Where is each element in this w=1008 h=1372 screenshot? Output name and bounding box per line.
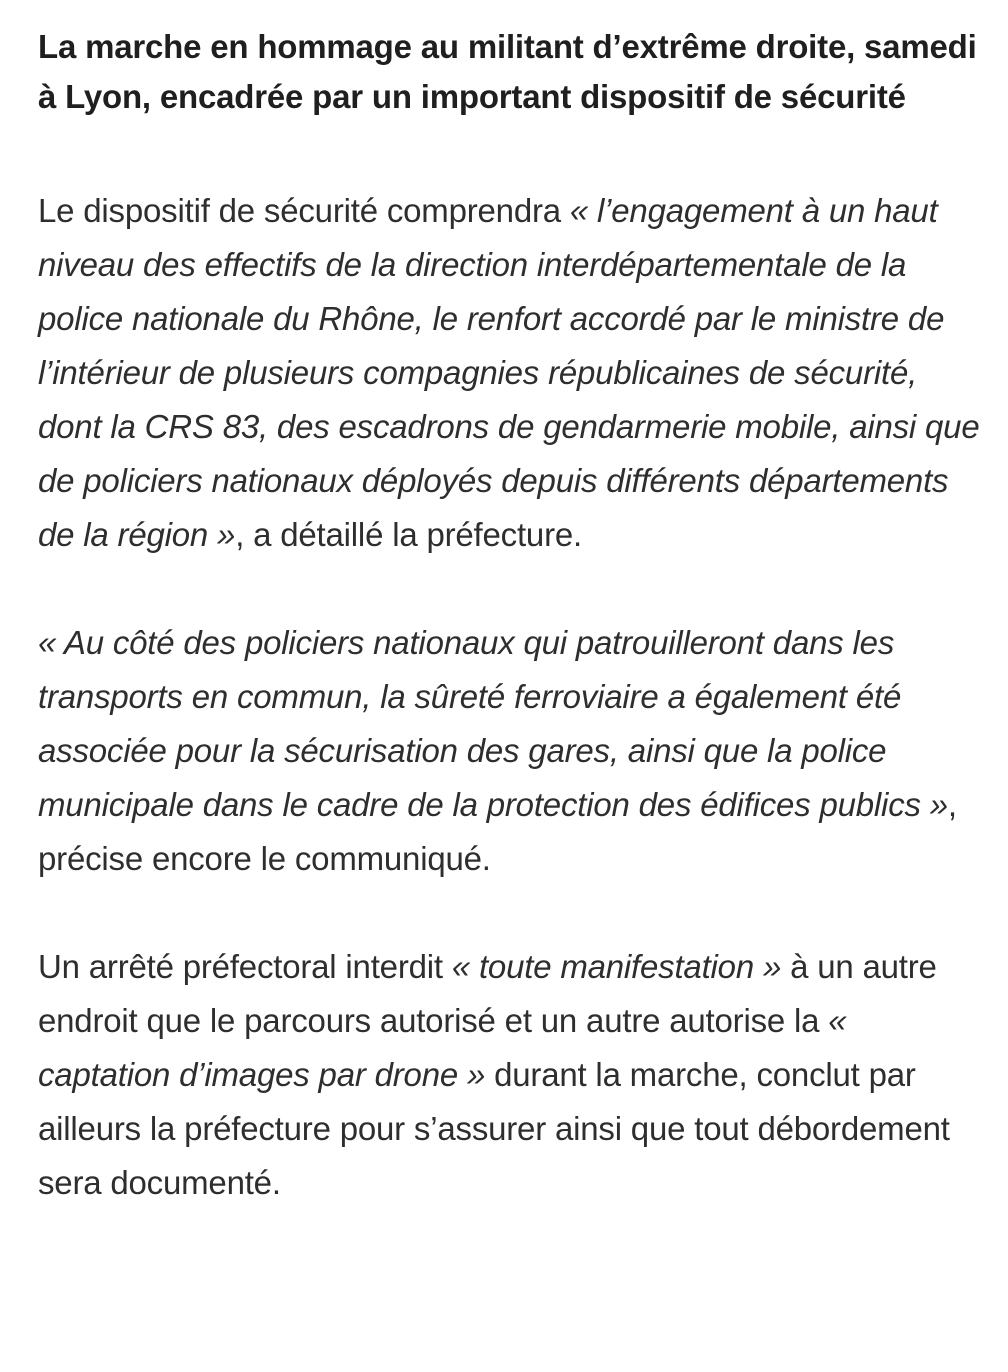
drone-quote: « captation d’images par drone » bbox=[38, 1002, 847, 1093]
paragraph-outro-text: , précise encore le communiqué. bbox=[38, 786, 957, 877]
paragraph-intro-text: Le dispositif de sécurité comprendra bbox=[38, 192, 570, 229]
prefecture-quote: « l’engagement à un haut niveau des effectifs de la direction interdépartementale de la police nationale du Rhône, le renfort accordé par le ministre de l’intérieur de plusieurs compagnies républicaines de sécurité, dont la CRS 83, des escadrons de gendarmerie mobile, ainsi que de policiers nationaux déployés depuis différents départements de la région » bbox=[38, 192, 980, 553]
article-body bbox=[38, 22, 986, 1210]
paragraph-prefectoral-order bbox=[38, 940, 986, 1210]
paragraph-middle-text: à un autre endroit que le parcours autorisé et un autre autorise la bbox=[38, 948, 937, 1039]
section-headline: La marche en hommage au militant d’extrême droite, samedi à Lyon, encadrée par un important dispositif de sécurité bbox=[38, 28, 977, 115]
communique-quote: « Au côté des policiers nationaux qui patrouilleront dans les transports en commun, la sûreté ferroviaire a également été associée pour la sécurisation des gares, ainsi que la police municipale dans le cadre de la protection des édifices publics » bbox=[38, 624, 948, 823]
paragraph-intro-text: Un arrêté préfectoral interdit bbox=[38, 948, 452, 985]
paragraph-outro-text: durant la marche, conclut par ailleurs la préfecture pour s’assurer ainsi que tout débordement sera documenté. bbox=[38, 1056, 950, 1201]
manifestation-quote: « toute manifestation » bbox=[451, 948, 782, 985]
paragraph-outro-text: , a détaillé la préfecture. bbox=[235, 516, 582, 553]
paragraph-transport-security bbox=[38, 616, 986, 886]
paragraph-security-dispositif bbox=[38, 184, 986, 562]
